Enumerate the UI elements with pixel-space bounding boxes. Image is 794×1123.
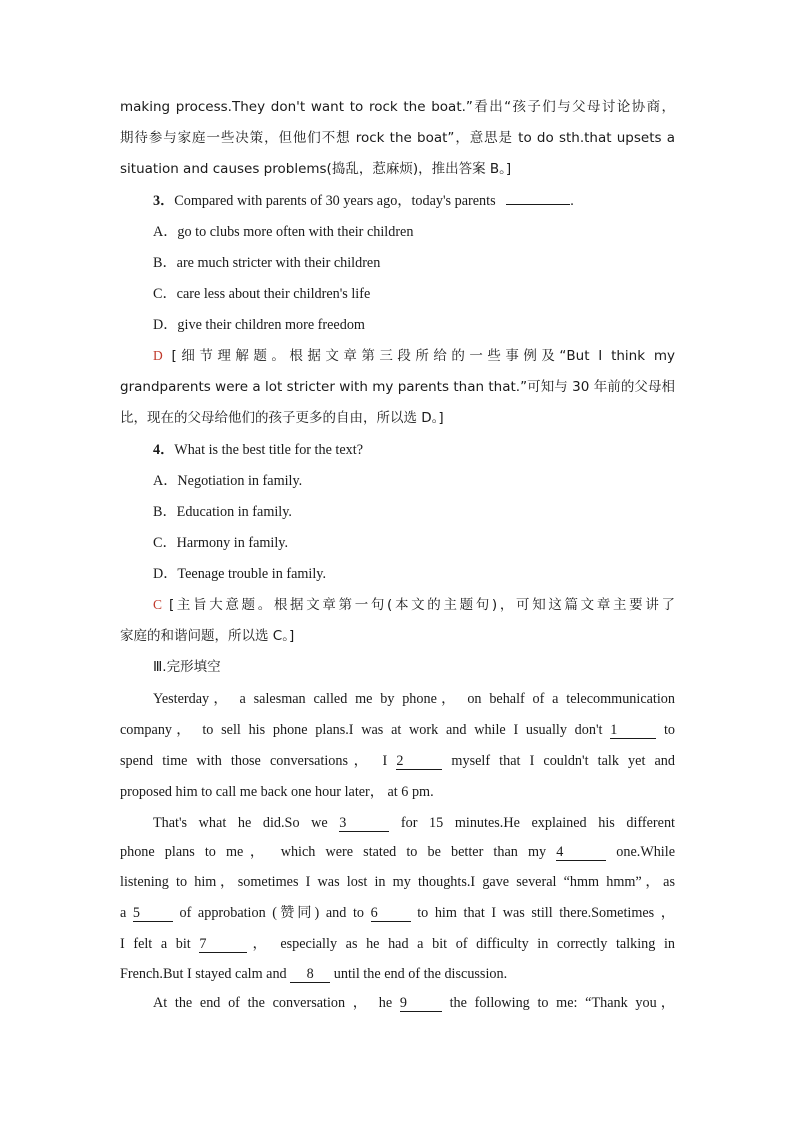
answer-blank xyxy=(506,204,570,205)
option-b: B．are much stricter with their children xyxy=(153,255,381,271)
option-b: B．Education in family. xyxy=(153,504,292,520)
option-d: D．Teenage trouble in family. xyxy=(153,566,327,582)
passage-line: listening to him，sometimes I was lost in my thoughts.I gave several “hmm hmm”，as xyxy=(120,874,675,890)
explanation-line: grandparents were a lot stricter with my parents than that.”可知与 30 年前的父母相 xyxy=(120,379,675,395)
passage-line: proposed him to call me back one hour later， at 6 pm. xyxy=(120,784,434,800)
question-3 xyxy=(153,191,574,211)
option-c: C．care less about their children's life xyxy=(153,286,371,302)
option-c: C．Harmony in family. xyxy=(153,535,289,551)
passage-line: Yesterday， a salesman called me by phone， on behalf of a telecommunication xyxy=(153,691,675,707)
cloze-blank-3[interactable]: 3 xyxy=(339,815,389,832)
cloze-blank-7[interactable]: 7 xyxy=(199,936,247,953)
explanation-text: [细节理解题。根据文章第三段所给的一些事例及“But I think my xyxy=(162,348,675,364)
question-tail: . xyxy=(570,193,574,209)
answer-letter: C xyxy=(153,597,163,612)
cloze-blank-9[interactable]: 9 xyxy=(400,995,442,1012)
question-text: What is the best title for the text? xyxy=(174,442,364,458)
cloze-blank-8[interactable]: 8 xyxy=(290,966,330,983)
question-text: Compared with parents of 30 years ago，today's parents xyxy=(174,193,496,209)
section-heading: Ⅲ.完形填空 xyxy=(153,659,221,675)
explanation-line: making process.They don't want to rock the boat.”看出“孩子们与父母讨论协商， xyxy=(120,99,675,115)
cloze-blank-2[interactable]: 2 xyxy=(396,753,442,770)
explanation-line: 家庭的和谐问题，所以选 C。] xyxy=(120,628,295,644)
answer-letter: D xyxy=(153,348,163,363)
passage-line: spend time with those conversations， I 2 myself that I couldn't talk yet and xyxy=(120,753,675,769)
explanation-line: 期待参与家庭一些决策，但他们不想 rock the boat”，意思是 to do sth.that upsets a xyxy=(120,130,675,146)
explanation-line: situation and causes problems(捣乱，惹麻烦)，推出答案 B。] xyxy=(120,161,512,177)
option-d: D．give their children more freedom xyxy=(153,317,365,333)
answer-explanation xyxy=(153,346,675,366)
explanation-line: 比，现在的父母给他们的孩子更多的自由，所以选 D。] xyxy=(120,410,444,426)
cloze-blank-5[interactable]: 5 xyxy=(133,905,173,922)
passage-line: At the end of the conversation ， he 9 the following to me: “Thank you， xyxy=(153,995,675,1011)
passage-line: a 5 of approbation (赞同) and to 6 to him that I was still there.Sometimes ， xyxy=(120,905,675,921)
answer-explanation xyxy=(153,595,675,615)
passage-line: French.But I stayed calm and 8 until the end of the discussion. xyxy=(120,966,508,982)
question-4 xyxy=(153,440,363,460)
cloze-blank-1[interactable]: 1 xyxy=(610,722,656,739)
question-number: 4． xyxy=(153,442,175,458)
question-number: 3． xyxy=(153,193,175,209)
passage-line: phone plans to me， which were stated to be better than my 4 one.While xyxy=(120,844,675,860)
explanation-text: [主旨大意题。根据文章第一句(本文的主题句)，可知这篇文章主要讲了 xyxy=(162,597,675,613)
option-a: A．Negotiation in family. xyxy=(153,473,303,489)
passage-line: company， to sell his phone plans.I was at work and while I usually don't 1 to xyxy=(120,722,675,738)
passage-line: I felt a bit 7 ， especially as he had a bit of difficulty in correctly talking in xyxy=(120,936,676,952)
option-a: A．go to clubs more often with their children xyxy=(153,224,414,240)
cloze-blank-6[interactable]: 6 xyxy=(371,905,411,922)
cloze-blank-4[interactable]: 4 xyxy=(556,844,606,861)
passage-line: That's what he did.So we 3 for 15 minutes.He explained his different xyxy=(153,815,675,831)
